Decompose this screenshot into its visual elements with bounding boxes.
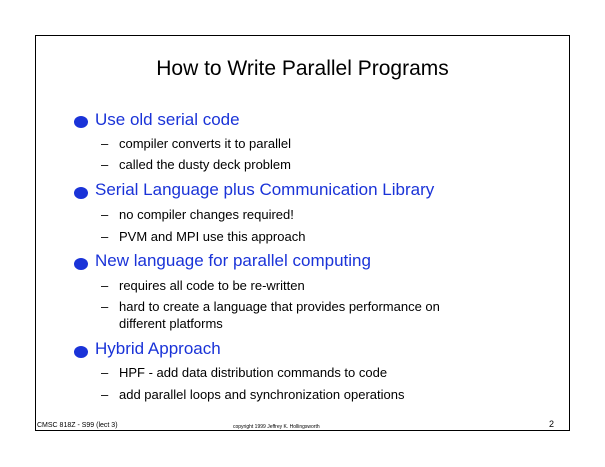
- dash-icon: –: [101, 157, 109, 172]
- dash-icon: –: [101, 299, 109, 314]
- bullet-dot-icon: [74, 187, 88, 199]
- sub-item-continued: different platforms: [119, 316, 223, 331]
- sub-item: HPF - add data distribution commands to code: [119, 365, 388, 380]
- dash-icon: –: [101, 136, 109, 151]
- slide-title: How to Write Parallel Programs: [156, 57, 449, 80]
- bullet-dot-icon: [74, 116, 88, 128]
- bullet-serial-language: Serial Language plus Communication Library: [95, 180, 435, 199]
- page-number: 2: [549, 419, 555, 429]
- footer-copyright: copyright 1999 Jeffrey K. Hollingsworth: [233, 424, 320, 430]
- bullet-hybrid-approach: Hybrid Approach: [95, 339, 221, 358]
- dash-icon: –: [101, 278, 109, 293]
- footer-course: CMSC 818Z - S99 (lect 3): [37, 422, 118, 429]
- bullet-dot-icon: [74, 346, 88, 358]
- sub-item: no compiler changes required!: [119, 207, 294, 222]
- bullet-dot-icon: [74, 258, 88, 270]
- dash-icon: –: [101, 365, 109, 380]
- sub-item: compiler converts it to parallel: [119, 136, 291, 151]
- sub-item: requires all code to be re-written: [119, 278, 305, 293]
- dash-icon: –: [101, 229, 109, 244]
- bullet-new-language: New language for parallel computing: [95, 251, 371, 270]
- sub-item: PVM and MPI use this approach: [119, 229, 306, 244]
- bullet-use-old-serial-code: Use old serial code: [95, 110, 240, 129]
- sub-item: called the dusty deck problem: [119, 157, 291, 172]
- sub-item: add parallel loops and synchronization operations: [119, 387, 405, 402]
- dash-icon: –: [101, 207, 109, 222]
- sub-item: hard to create a language that provides performance on: [119, 299, 440, 314]
- dash-icon: –: [101, 387, 109, 402]
